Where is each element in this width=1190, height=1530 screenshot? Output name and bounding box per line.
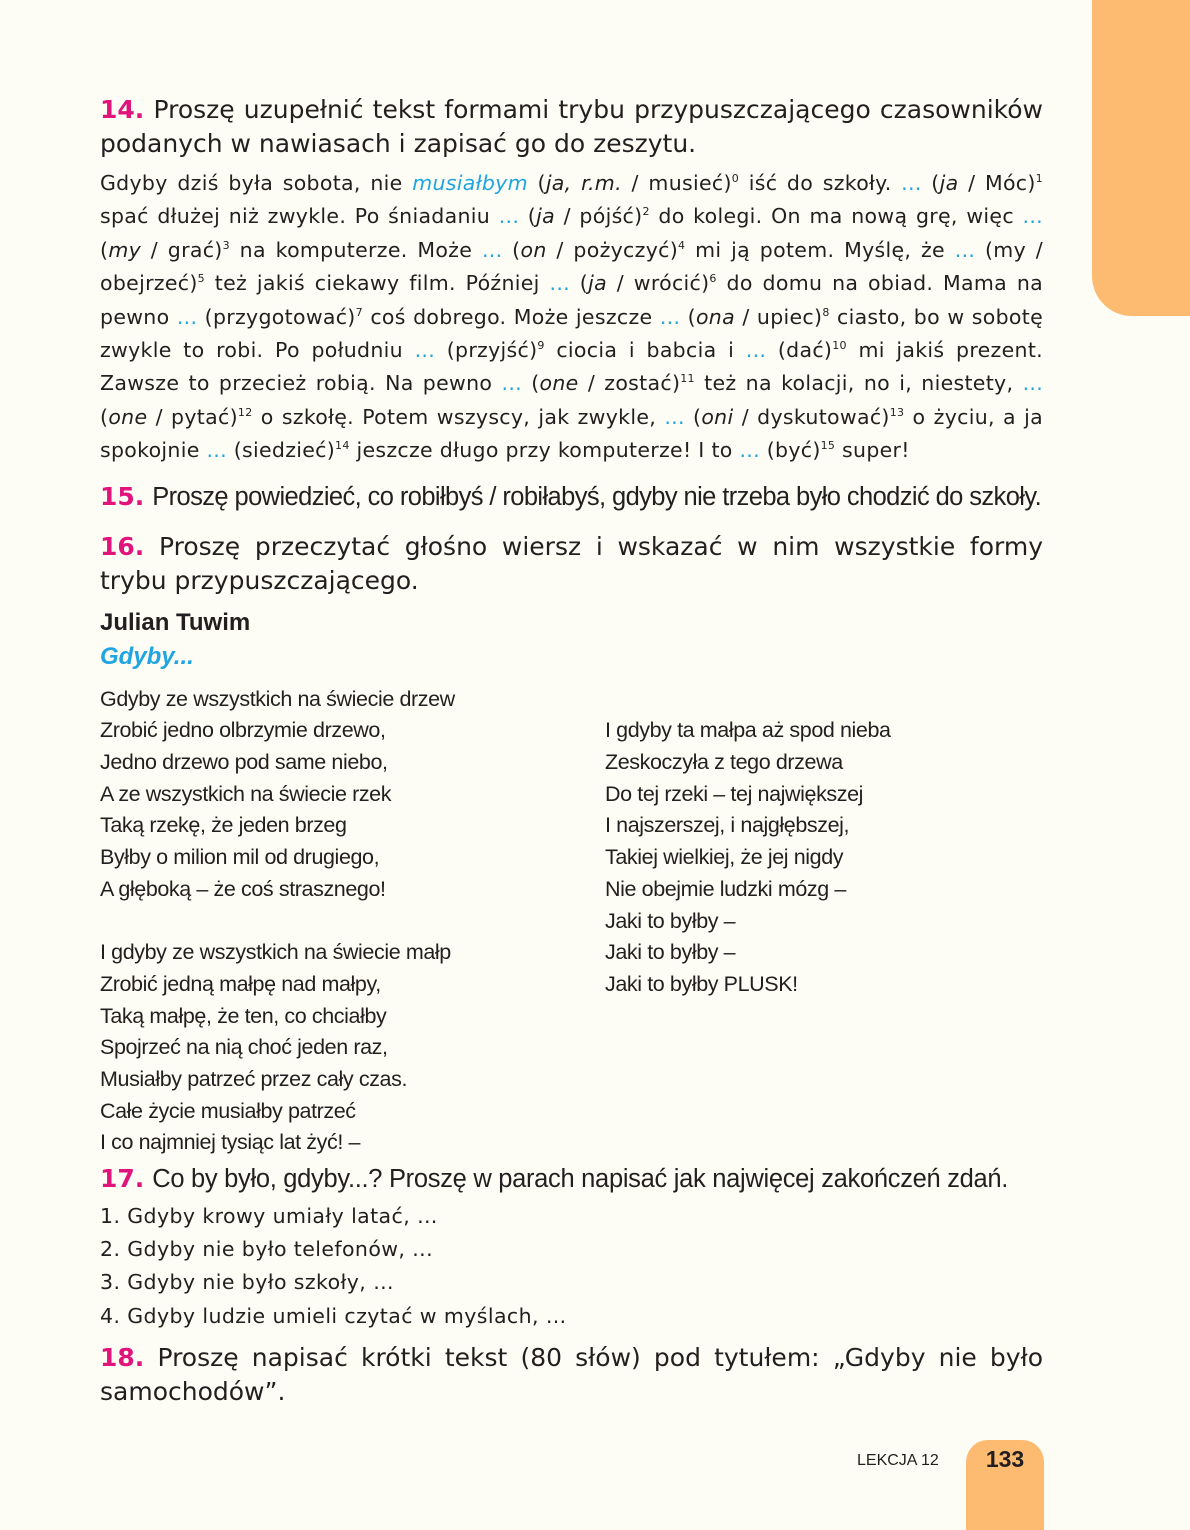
pronoun: ona xyxy=(695,304,735,329)
blank: ... xyxy=(501,371,522,396)
poem-line: Takiej wielkiej, że jej nigdy xyxy=(605,845,844,870)
pronoun: on xyxy=(520,237,547,262)
text-run: / Móc) xyxy=(958,171,1036,195)
pronoun: one xyxy=(539,371,579,396)
text-run: ( xyxy=(684,404,702,429)
page-edge-tab xyxy=(1092,0,1190,316)
text-run: do kolegi. On ma nową grę, więc xyxy=(649,204,1023,229)
footnote-number: 14 xyxy=(335,439,350,452)
poem-line: Do tej rzeki – tej największej xyxy=(605,781,864,806)
text-run: / pożyczyć) xyxy=(546,237,678,262)
text-run: też jakiś ciekawy film. Później xyxy=(204,271,550,296)
footnote-number: 8 xyxy=(822,305,830,319)
blank: ... xyxy=(659,304,681,329)
text-run: ciocia i babcia i xyxy=(544,338,746,363)
text-run: ( xyxy=(521,371,540,396)
poem-line: Spojrzeć na nią choć jeden raz, xyxy=(100,1035,388,1060)
footnote-number: 3 xyxy=(222,238,230,252)
blank: ... xyxy=(481,237,503,262)
footnote-number: 11 xyxy=(680,372,695,386)
footnote-number: 6 xyxy=(709,271,717,285)
lesson-label: LEKCJA 12 xyxy=(857,1452,939,1469)
text-run: ( xyxy=(519,204,537,229)
poem-line: Zrobić jedno olbrzymie drzewo, xyxy=(100,718,386,743)
text-run: (przygotować) xyxy=(197,304,356,329)
poem-line: Taką małpę, że ten, co chciałby xyxy=(100,1003,387,1028)
text-run: jeszcze długo przy komputerze! I to xyxy=(349,438,740,463)
text-run: mi jakiś prezent. Zawsze to przecież robią. Na pewno xyxy=(100,338,1043,396)
text-run: (przyjść) xyxy=(435,338,538,363)
list-item: 1. Gdyby krowy umiały latać, … xyxy=(100,1203,438,1228)
list-item: 4. Gdyby ludzie umieli czytać w myślach, … xyxy=(100,1303,567,1328)
text-run: mi ją potem. Myślę, że xyxy=(685,237,955,262)
text-run: iść do szkoły. xyxy=(739,171,902,195)
task-text: Proszę przeczytać głośno wiersz i wskazać w nim wszystkie formy trybu przypuszczającego. xyxy=(100,531,1043,595)
page-number: 133 xyxy=(985,1446,1025,1472)
poem-right-column xyxy=(605,715,891,1000)
task-text: Proszę uzupełnić tekst formami trybu przypuszczającego czasowników podanych w nawiasach i zapisać go do zeszytu. xyxy=(100,95,1043,158)
poem-line: I gdyby ta małpa aż spod nieba xyxy=(605,718,891,743)
text-run: ( xyxy=(921,171,940,195)
text-run: ( xyxy=(527,171,546,195)
footnote-number: 12 xyxy=(237,405,253,419)
blank: ... xyxy=(901,171,922,195)
blank: ... xyxy=(745,338,767,363)
pronoun: my xyxy=(108,237,142,262)
pronoun: ja, r.m. xyxy=(545,171,622,195)
footnote-number: 0 xyxy=(731,171,740,185)
footnote-number: 15 xyxy=(820,439,836,452)
task-17-list xyxy=(100,1200,1043,1334)
poem-line: Całe życie musiałby patrzeć xyxy=(100,1098,356,1123)
poem-line: I co najmniej tysiąc lat żyć! – xyxy=(100,1130,361,1155)
poem-line: Gdyby ze wszystkich na świecie drzew xyxy=(100,686,455,711)
poem-line: Jedno drzewo pod same niebo, xyxy=(100,750,388,775)
page-number-tab xyxy=(966,1440,1044,1530)
example-answer: musiałbym xyxy=(412,171,528,195)
text-run: na komputerze. Może xyxy=(229,237,482,262)
task-18 xyxy=(100,1341,1043,1409)
text-run: (dać) xyxy=(766,338,833,363)
text-run: / dyskutować) xyxy=(733,404,890,429)
poem-line: Jaki to byłby PLUSK! xyxy=(605,971,798,996)
pronoun: ja xyxy=(536,204,555,229)
text-run: (siedzieć) xyxy=(226,438,336,463)
blank: ... xyxy=(664,404,685,429)
text-run: ( xyxy=(100,404,109,429)
pronoun: ja xyxy=(939,171,959,195)
text-run: ( xyxy=(502,237,521,262)
poem-line: Jaki to byłby – xyxy=(605,908,736,933)
footnote-number: 7 xyxy=(355,305,363,319)
footnote-number: 13 xyxy=(889,405,905,419)
text-run: super! xyxy=(835,438,910,463)
footnote-number: 2 xyxy=(642,205,650,219)
blank: ... xyxy=(739,438,760,463)
poem-line: A głęboką – że coś strasznego! xyxy=(100,876,386,901)
footnote-number: 9 xyxy=(537,338,545,352)
blank: ... xyxy=(498,204,520,229)
poem-line: Jaki to byłby – xyxy=(605,940,736,965)
poem-title: Gdyby... xyxy=(100,642,194,670)
footnote-number: 4 xyxy=(678,238,686,252)
task-14-exercise-text xyxy=(100,167,1043,468)
text-run: ( xyxy=(680,304,696,329)
pronoun: oni xyxy=(701,404,734,429)
poem xyxy=(100,684,1043,1154)
text-run: też na kolacji, no i, niestety, xyxy=(694,371,1023,396)
task-number: 14. xyxy=(100,95,145,124)
task-17 xyxy=(100,1162,1043,1196)
text-run: / pójść) xyxy=(554,204,643,229)
blank: ... xyxy=(176,304,198,329)
task-number: 15. xyxy=(100,481,145,511)
footnote-number: 10 xyxy=(832,338,847,352)
poem-line: I najszerszej, i najgłębszej, xyxy=(605,813,850,838)
text-run: (być) xyxy=(759,438,821,463)
text-run: do domu na obiad. Mama na pewno xyxy=(100,271,1043,329)
poem-line: Taką rzekę, że jeden brzeg xyxy=(100,813,347,838)
footnote-number: 1 xyxy=(1035,171,1043,185)
text-run: / zostać) xyxy=(578,371,681,396)
text-run: ( xyxy=(100,237,109,262)
blank: ... xyxy=(1022,371,1044,396)
list-item: 2. Gdyby nie było telefonów, ... xyxy=(100,1237,434,1262)
pronoun: ja xyxy=(588,271,607,296)
poem-line: Zrobić jedną małpę nad małpy, xyxy=(100,971,381,996)
poem-line: Zeskoczyła z tego drzewa xyxy=(605,750,843,775)
poem-line: Byłby o milion mil od drugiego, xyxy=(100,845,380,870)
poem-line: I gdyby ze wszystkich na świecie małp xyxy=(100,940,451,965)
text-run: spać dłużej niż zwykle. Po śniadaniu xyxy=(100,204,499,229)
blank: ... xyxy=(206,438,227,463)
stanza-gap xyxy=(100,906,455,938)
page-content xyxy=(100,93,1043,1409)
text-run: / musieć) xyxy=(621,171,732,195)
text-run: Gdyby dziś była sobota, nie xyxy=(100,171,413,195)
text-run: o szkołę. Potem wszyscy, jak zwykle, xyxy=(252,404,665,429)
poem-author: Julian Tuwim xyxy=(100,608,251,636)
text-run: o życiu, a ja spokojnie xyxy=(100,404,1044,463)
text-run: ciasto, bo w sobotę zwykle to robi. Po południu xyxy=(100,304,1044,363)
text-run: / wrócić) xyxy=(606,271,710,296)
text-run: coś dobrego. Może jeszcze xyxy=(362,304,660,329)
text-run: / grać) xyxy=(141,237,223,262)
text-run: / pytać) xyxy=(147,404,238,429)
task-number: 17. xyxy=(100,1163,145,1193)
poem-line: Nie obejmie ludzki mózg – xyxy=(605,876,846,901)
blank: ... xyxy=(1022,204,1043,229)
task-text: Proszę napisać krótki tekst (80 słów) pod tytułem: „Gdyby nie było samochodów”. xyxy=(100,1343,1043,1407)
pronoun: one xyxy=(108,404,148,429)
blank: ... xyxy=(954,237,976,262)
task-number: 16. xyxy=(100,531,145,561)
task-15 xyxy=(100,480,1043,514)
task-text: Proszę powiedzieć, co robiłbyś / robiłabyś, gdyby nie trzeba było chodzić do szkoły. xyxy=(152,482,1042,511)
task-number: 18. xyxy=(100,1343,145,1373)
blank: ... xyxy=(549,271,570,296)
blank: ... xyxy=(414,338,436,363)
footnote-number: 5 xyxy=(197,271,205,285)
task-16 xyxy=(100,530,1043,598)
task-14-heading xyxy=(100,93,1043,161)
text-run: (my / obejrzeć) xyxy=(100,237,1044,296)
poem-line: A ze wszystkich na świecie rzek xyxy=(100,781,392,806)
text-run: / upiec) xyxy=(734,304,823,329)
task-text: Co by było, gdyby...? Proszę w parach napisać jak najwięcej zakończeń zdań. xyxy=(152,1164,1009,1193)
text-run: ( xyxy=(569,271,589,296)
poem-line: Musiałby patrzeć przez cały czas. xyxy=(100,1067,408,1092)
list-item: 3. Gdyby nie było szkoły, … xyxy=(100,1270,395,1295)
poem-left-column xyxy=(100,684,455,1160)
